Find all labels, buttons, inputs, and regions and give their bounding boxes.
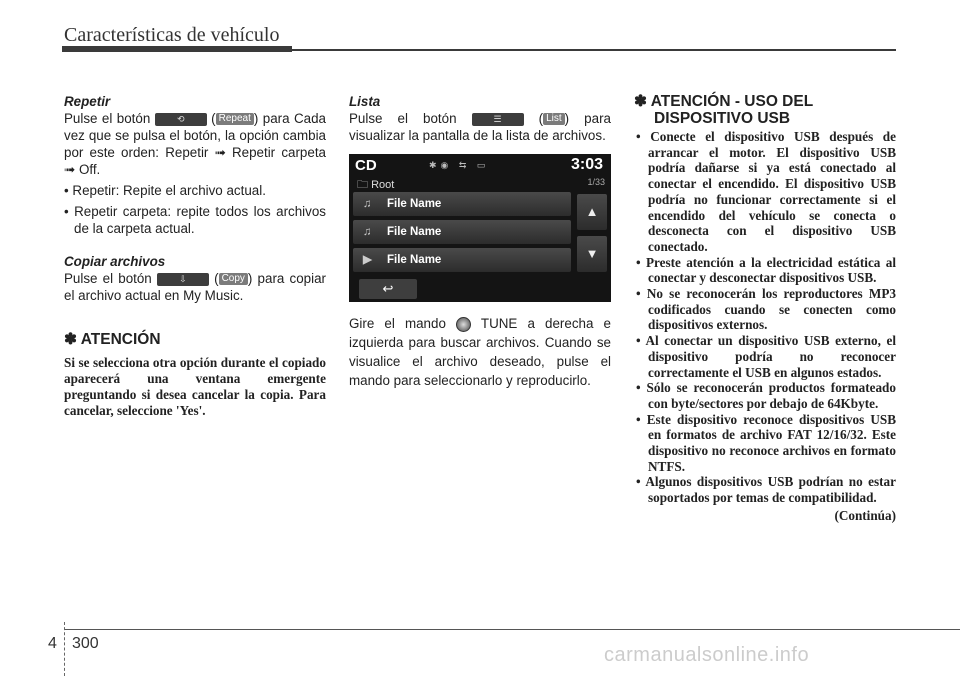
- usb-item: • Preste atención a la electricidad estática al conectar y desconectar dispositivos USB.: [636, 254, 896, 286]
- lista-text-1: Pulse el botón: [349, 111, 457, 126]
- usb-item: • Sólo se reconocerán productos formateado con byte/sectores por debajo de 64Kbyte.: [636, 380, 896, 411]
- atencion-text: Si se selecciona otra opción durante el copiado aparecerá una ventana emergente preguntando si desea cancelar la copia. Para cancelar, seleccione 'Yes'.: [64, 355, 326, 418]
- screen-source: CD: [355, 157, 377, 174]
- usb-heading: ✽ ATENCIÓN - USO DEL DISPOSITIVO USB: [634, 93, 813, 127]
- lista-text-2: ) para visualizar la pantalla de la lista de archivos.: [349, 111, 611, 143]
- file-list-screen: [349, 154, 611, 302]
- repetir-bullet-2: • Repetir carpeta: repite todos los archivos de la carpeta actual.: [64, 204, 326, 236]
- repetir-text-1: Pulse el botón: [64, 111, 151, 126]
- file-row[interactable]: [353, 248, 571, 272]
- copy-button-icon: ⇩: [157, 273, 209, 286]
- back-button[interactable]: ↩: [359, 279, 417, 299]
- usb-item: • Este dispositivo reconoce dispositivos USB en formatos de archivo FAT 12/16/32. Este dispositivo no reconoce archivos en formato NTFS.: [636, 411, 896, 474]
- copiar-text-1: Pulse el botón: [64, 271, 152, 286]
- copiar-paragraph: Pulse el botón ⇩ ( Copy ) para copiar el archivo actual en My Music.: [64, 271, 326, 303]
- screen-time: 3:03: [570, 156, 603, 173]
- footer-rule: [64, 629, 960, 630]
- copiar-heading: Copiar archivos: [64, 254, 166, 269]
- folder-icon: 🗀: [357, 179, 368, 191]
- music-note-icon: ♫: [363, 198, 372, 210]
- copiar-text-2: ) para copiar el archivo actual en My Music.: [64, 271, 326, 303]
- tune-text-1: Gire el mando: [349, 316, 446, 331]
- page-header-title: Características de vehículo: [64, 24, 280, 46]
- repetir-bullet-1: • Repetir: Repite el archivo actual.: [64, 183, 266, 198]
- play-icon: ▶: [363, 254, 372, 266]
- list-button-icon: ☰: [472, 113, 524, 126]
- watermark: carmanualsonline.info: [604, 644, 810, 666]
- tune-text-2: TUNE a derecha e izquierda para buscar archivos. Cuando se visualice el archivo deseado, pulse el mando para seleccionarlo y reproducirlo.: [349, 316, 611, 388]
- page-number: 300: [72, 635, 99, 652]
- footer-divider: [64, 622, 65, 676]
- repetir-paragraph: Pulse el botón ⟲ ( Repeat ) para Cada vez que se pulsa el botón, la opción cambia por este orden: Repetir ➟ Repetir carpeta ➟ Off.: [64, 111, 326, 177]
- tune-paragraph: [349, 314, 611, 390]
- file-name: File Name: [387, 226, 442, 238]
- column-2: [349, 93, 611, 390]
- atencion-heading: ✽ ATENCIÓN: [64, 331, 161, 348]
- file-name: File Name: [387, 198, 442, 210]
- repetir-text-2: ) para Cada vez que se pulsa el botón, la opción cambia por este orden: Repetir ➟ Repetir carpeta ➟ Off.: [64, 111, 326, 177]
- repeat-button-icon: ⟲: [155, 113, 207, 126]
- usb-item: • Algunos dispositivos USB podrían no estar soportados por temas de compatibilidad.: [636, 474, 896, 506]
- usb-item: • No se reconocerán los reproductores MP3 codificados cuando se conecten como dispositivos externos.: [636, 286, 896, 333]
- lista-paragraph: Pulse el botón ☰ ( List ) para visualizar la pantalla de la lista de archivos.: [349, 111, 611, 143]
- repetir-heading: Repetir: [64, 94, 111, 109]
- status-icons: ✱◉ ⇆ ▭: [429, 160, 490, 170]
- file-row[interactable]: [353, 220, 571, 244]
- lista-heading: Lista: [349, 94, 381, 109]
- usb-item: • Al conectar un dispositivo USB externo, el dispositivo podría no reconocer correctamente el USB en algunos estados.: [636, 333, 896, 380]
- header-rule: [292, 49, 896, 51]
- screen-count: 1/33: [587, 177, 605, 187]
- scroll-down-button[interactable]: ▼: [577, 236, 607, 272]
- list-label: List: [543, 113, 565, 125]
- scroll-up-button[interactable]: ▲: [577, 194, 607, 230]
- continua-label: (Continúa): [834, 507, 896, 523]
- column-1: [64, 93, 326, 419]
- usb-item: • Conecte el dispositivo USB después de arrancar el motor. El dispositivo USB podría dañarse si ya está conectado al conectar el encendido. El dispositivo USB podría no funcionar correctamente si el encendido del vehículo se conecta o desconecta con el dispositivo USB conectado.: [636, 129, 896, 254]
- tune-knob-icon: [456, 317, 471, 332]
- chapter-number: 4: [48, 635, 57, 652]
- music-note-icon: ♫: [363, 226, 372, 238]
- folder-name: Root: [371, 179, 395, 191]
- file-name: File Name: [387, 254, 442, 266]
- file-row[interactable]: [353, 192, 571, 216]
- copy-label: Copy: [219, 273, 248, 285]
- repeat-label: Repeat: [216, 113, 254, 125]
- column-3: [634, 93, 896, 524]
- header-bar: [62, 46, 292, 52]
